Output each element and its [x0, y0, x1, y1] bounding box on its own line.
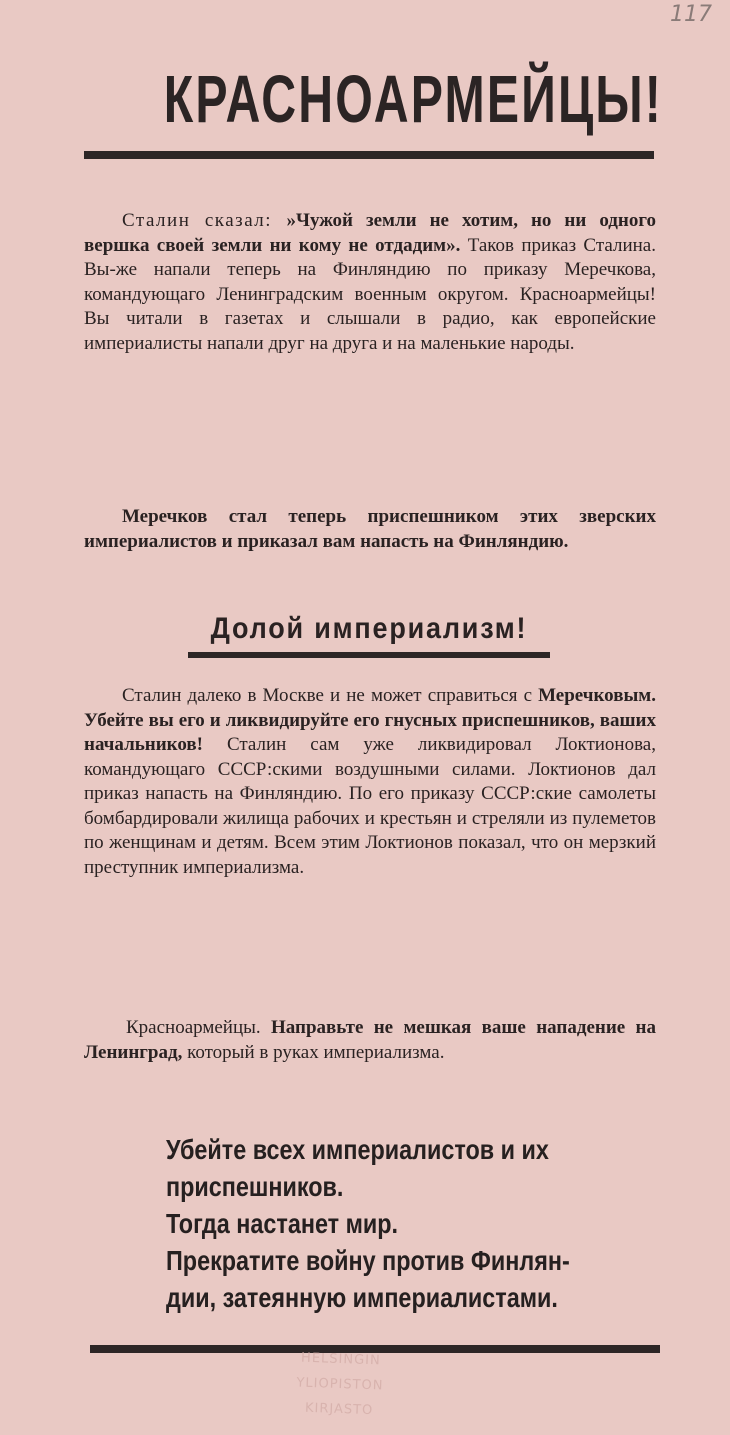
paragraph-text: Меречков стал теперь приспешником этих зверских империалистов и приказал вам напасть на Финляндию.	[84, 506, 656, 552]
subheading: Долой империализм!	[210, 612, 528, 645]
slogan-line: дии, затеянную империалистами.	[166, 1282, 558, 1313]
paragraph-text-bold: Направьте не мешкая ваше нападение на Ленинград,	[84, 1017, 656, 1063]
paragraph-text-a: Сталин далеко в Москве и не может справиться с	[122, 685, 539, 706]
stamp-line: KIRJASTO	[304, 1400, 374, 1419]
paragraph-leningrad	[84, 1016, 656, 1065]
paragraph-stalin-quote	[84, 209, 656, 356]
stamp-line: YLIOPISTON	[296, 1375, 384, 1394]
library-stamp	[269, 1345, 412, 1425]
top-divider	[84, 151, 654, 159]
paragraph-body: Таков приказ Сталина. Вы-же напали теперь на Финляндию по приказу Меречкова, командующаго Ленинградским военным округом. Красноармейцы! Вы читали в газетах и слышали в радио, как европейские империалисты напали друг на друга и на маленькие народы.	[84, 234, 656, 354]
stamp-line: HELSINGIN	[300, 1350, 381, 1369]
headline: КРАСНОАРМЕЙЦЫ!	[163, 62, 663, 137]
paragraph-loktionov	[84, 684, 656, 880]
slogan-block	[166, 1131, 591, 1316]
paragraph-text-a: Красноармейцы.	[126, 1017, 271, 1038]
slogan-line: Убейте всех империалистов и их	[166, 1134, 549, 1165]
subheading-underline	[188, 652, 550, 658]
paragraph-text-c: Сталин сам уже ликвидировал Локтионова, командующаго СССР:скими воздушными силами. Локтионов дал приказ напасть на Финляндию. По его приказу СССР:ские самолеты бомбардировали жилища рабочих и крестьян и стреляли из пулеметов по женщинам и детям. Всем этим Локтионов показал, что он мерзкий преступник империализма.	[84, 734, 656, 878]
stalin-quote: »Чужой земли не хотим, но ни одного вершка своей земли ни кому не отдадим».	[84, 210, 656, 256]
slogan-line: Прекратите войну против Финлян-	[166, 1245, 570, 1276]
archive-pencil-number: 117	[670, 2, 712, 27]
slogan-line: приспешников.	[166, 1171, 344, 1202]
slogan-line: Тогда настанет мир.	[166, 1208, 399, 1239]
paragraph-merechkov	[84, 505, 656, 554]
paragraph-text-bold: Меречковым. Убейте вы его и ликвидируйте его гнусных приспешников, ваших начальников!	[84, 685, 656, 755]
paragraph-lead: Сталин сказал:	[122, 210, 287, 231]
paragraph-text-c: который в руках империализма.	[182, 1041, 445, 1063]
